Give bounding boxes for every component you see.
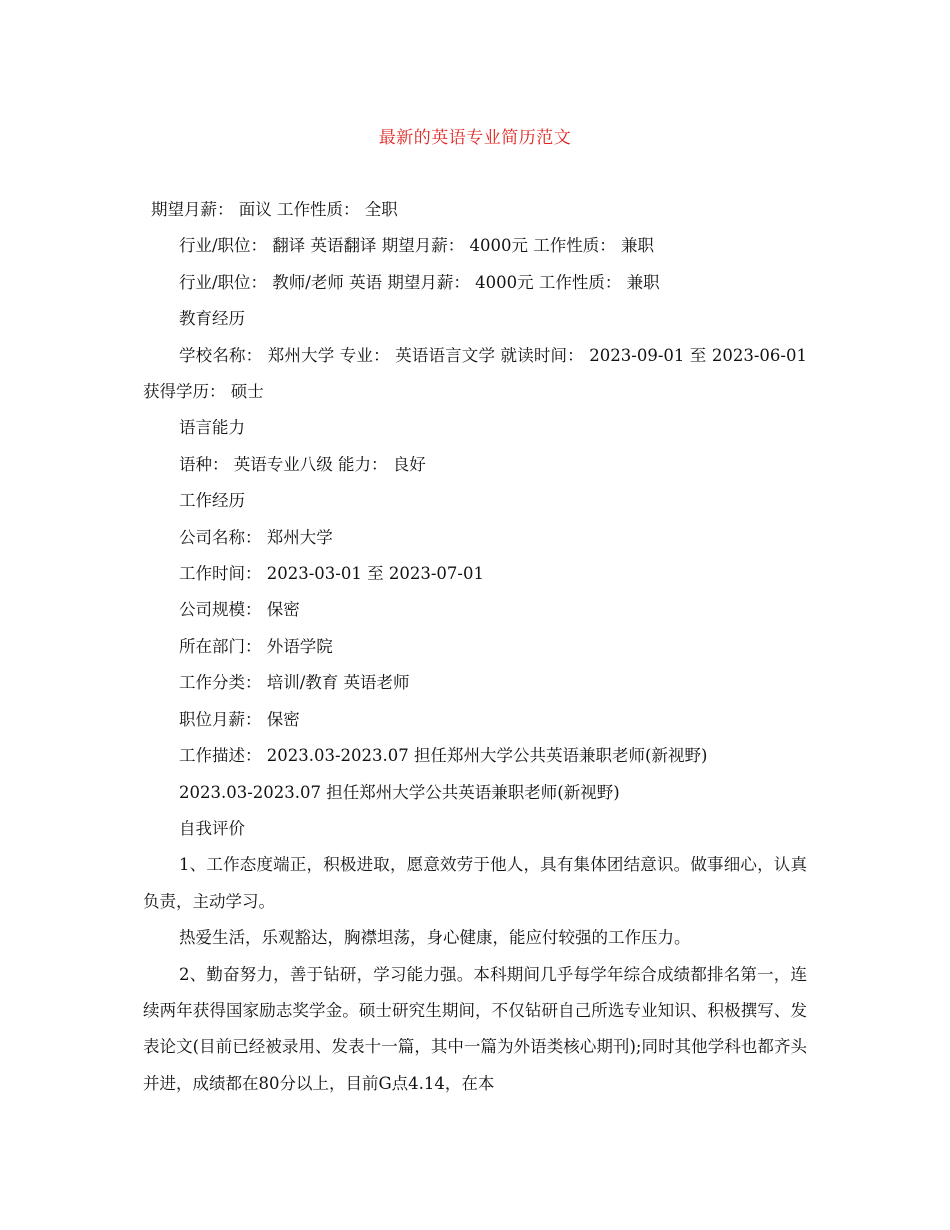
section-heading-education: 教育经历: [179, 309, 245, 329]
section-heading-work: 工作经历: [179, 491, 245, 511]
expected-salary-line: 期望月薪： 面议 工作性质： 全职: [151, 200, 398, 219]
self-evaluation-point-1: 1、工作态度端正，积极进取，愿意效劳于他人，具有集体团结意识。做事细心，认真负责，主动学习。: [143, 855, 807, 911]
job-intent-teacher: 行业/职位： 教师/老师 英语 期望月薪： 4000元 工作性质： 兼职: [179, 272, 660, 292]
job-intent-translation: 行业/职位： 翻译 英语翻译 期望月薪： 4000元 工作性质： 兼职: [179, 236, 655, 256]
resume-body: [143, 192, 807, 1102]
job-description: 工作描述： 2023.03-2023.07 担任郑州大学公共英语兼职老师(新视野): [179, 746, 708, 766]
job-description-detail: 2023.03-2023.07 担任郑州大学公共英语兼职老师(新视野): [179, 782, 620, 802]
language-entry: 语种： 英语专业八级 能力： 良好: [179, 454, 426, 474]
company-size: 公司规模： 保密: [179, 600, 300, 620]
self-evaluation-point-2: 2、勤奋努力，善于钻研，学习能力强。本科期间几乎每学年综合成绩都排名第一，连续两年获得国家励志奖学金。硕士研究生期间，不仅钻研自己所选专业知识、积极撰写、发表论文(目前已经被录用、发表十一篇，其中一篇为外语类核心期刊);同时其他学科也都齐头并进，成绩都在80分以上，目前G点4.14，在本: [143, 964, 807, 1093]
company-name: 公司名称： 郑州大学: [179, 527, 333, 547]
department: 所在部门： 外语学院: [179, 636, 333, 656]
section-heading-self-evaluation: 自我评价: [179, 818, 245, 838]
document-title: 最新的英语专业简历范文: [378, 128, 572, 148]
section-heading-language: 语言能力: [179, 418, 245, 438]
education-entry: 学校名称： 郑州大学 专业： 英语语言文学 就读时间： 2023-09-01 至 2023-06-01 获得学历： 硕士: [143, 345, 807, 402]
self-evaluation-life: 热爱生活，乐观豁达，胸襟坦荡，身心健康，能应付较强的工作压力。: [179, 928, 691, 948]
work-period: 工作时间： 2023-03-01 至 2023-07-01: [179, 564, 485, 584]
position-salary: 职位月薪： 保密: [179, 709, 300, 729]
job-category: 工作分类： 培训/教育 英语老师: [179, 673, 410, 693]
